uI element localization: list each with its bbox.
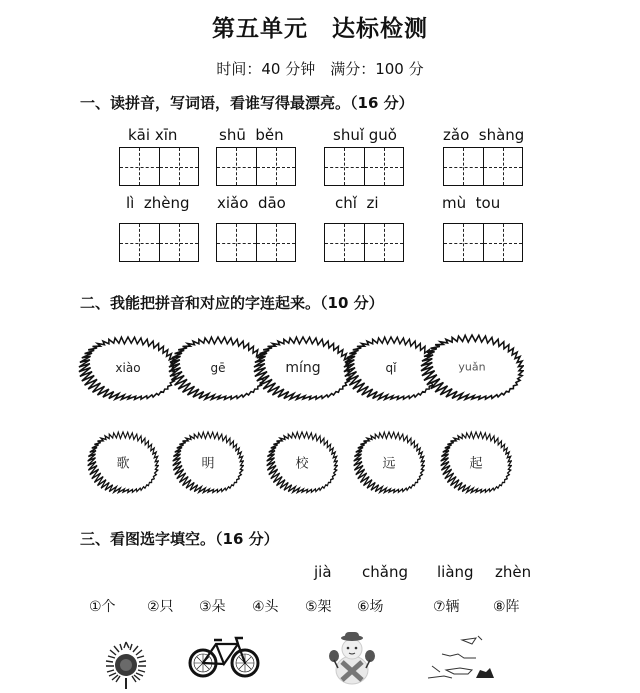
pinyin-hint: zhèn	[495, 563, 532, 581]
burst-character: 歌	[116, 456, 130, 472]
option-1: ①个	[89, 599, 116, 615]
pinyin-burst[interactable]	[78, 335, 178, 401]
burst-character: 远	[382, 456, 396, 472]
bicycle-icon	[188, 632, 260, 680]
writing-cell[interactable]	[120, 224, 159, 261]
option-8: ⑧阵	[493, 599, 520, 615]
writing-cell[interactable]	[325, 148, 364, 185]
pinyin-hint: chǎng	[362, 563, 408, 581]
option-2: ②只	[147, 599, 174, 615]
bicycle-picture	[188, 632, 260, 680]
option-7: ⑦辆	[433, 599, 460, 615]
pinyin-label: xiǎo dāo	[217, 194, 286, 212]
writing-cell[interactable]	[159, 148, 198, 185]
writing-grid[interactable]	[443, 147, 523, 186]
section2-heading: 二、我能把拼音和对应的字连起来。（10 分）	[80, 294, 384, 312]
writing-grid[interactable]	[324, 147, 404, 186]
writing-grid[interactable]	[216, 223, 296, 262]
char-burst[interactable]	[440, 430, 512, 494]
char-burst[interactable]	[172, 430, 244, 494]
writing-cell[interactable]	[120, 148, 159, 185]
writing-grid[interactable]	[216, 147, 296, 186]
option-5: ⑤架	[305, 599, 332, 615]
pinyin-burst[interactable]	[420, 333, 524, 401]
writing-cell[interactable]	[364, 224, 403, 261]
char-burst[interactable]	[353, 430, 425, 494]
char-burst[interactable]	[87, 430, 159, 494]
writing-cell[interactable]	[256, 224, 295, 261]
pinyin-label: chǐ zi	[335, 194, 379, 212]
exam-info: 时间：40 分钟 满分：100 分	[216, 60, 424, 78]
writing-cell[interactable]	[444, 224, 483, 261]
pinyin-label: shuǐ guǒ	[333, 126, 397, 144]
burst-character: 校	[295, 456, 309, 472]
option-4: ④头	[252, 599, 279, 615]
pinyin-burst[interactable]	[253, 335, 353, 401]
writing-cell[interactable]	[364, 148, 403, 185]
sunflower-icon	[100, 636, 152, 689]
burst-character: 起	[469, 456, 483, 472]
option-3: ③朵	[199, 599, 226, 615]
pinyin-label: mù tou	[442, 194, 501, 212]
writing-cell[interactable]	[217, 148, 256, 185]
char-burst[interactable]	[266, 430, 338, 494]
writing-cell[interactable]	[444, 148, 483, 185]
burst-pinyin: qǐ	[385, 361, 397, 375]
writing-cell[interactable]	[483, 224, 522, 261]
writing-cell[interactable]	[256, 148, 295, 185]
burst-pinyin: gē	[210, 361, 226, 375]
pinyin-hint: liàng	[437, 563, 474, 581]
writing-cell[interactable]	[217, 224, 256, 261]
snowman-icon	[324, 630, 380, 686]
burst-character: 明	[201, 456, 215, 472]
burst-pinyin: xiào	[115, 361, 141, 375]
writing-cell[interactable]	[483, 148, 522, 185]
pinyin-label: zǎo shàng	[443, 126, 525, 144]
writing-cell[interactable]	[325, 224, 364, 261]
burst-pinyin: yuǎn	[458, 360, 486, 374]
writing-cell[interactable]	[159, 224, 198, 261]
pinyin-label: shū běn	[219, 126, 284, 144]
section1-heading: 一、读拼音，写词语，看谁写得最漂亮。（16 分）	[80, 94, 414, 112]
pinyin-label: lì zhèng	[126, 194, 190, 212]
page-title: 第五单元 达标检测	[212, 16, 428, 42]
writing-grid[interactable]	[443, 223, 523, 262]
section3-heading: 三、看图选字填空。（16 分）	[80, 530, 279, 548]
writing-grid[interactable]	[324, 223, 404, 262]
pinyin-label: kāi xīn	[128, 126, 178, 144]
wind-scene-icon	[424, 632, 500, 682]
pinyin-hint: jià	[314, 563, 332, 581]
writing-grid[interactable]	[119, 223, 199, 262]
option-6: ⑥场	[357, 599, 384, 615]
writing-grid[interactable]	[119, 147, 199, 186]
snowman-picture	[324, 630, 380, 686]
wind-scene-picture	[424, 632, 500, 682]
sunflower-picture	[100, 636, 152, 689]
burst-pinyin: míng	[285, 360, 321, 376]
